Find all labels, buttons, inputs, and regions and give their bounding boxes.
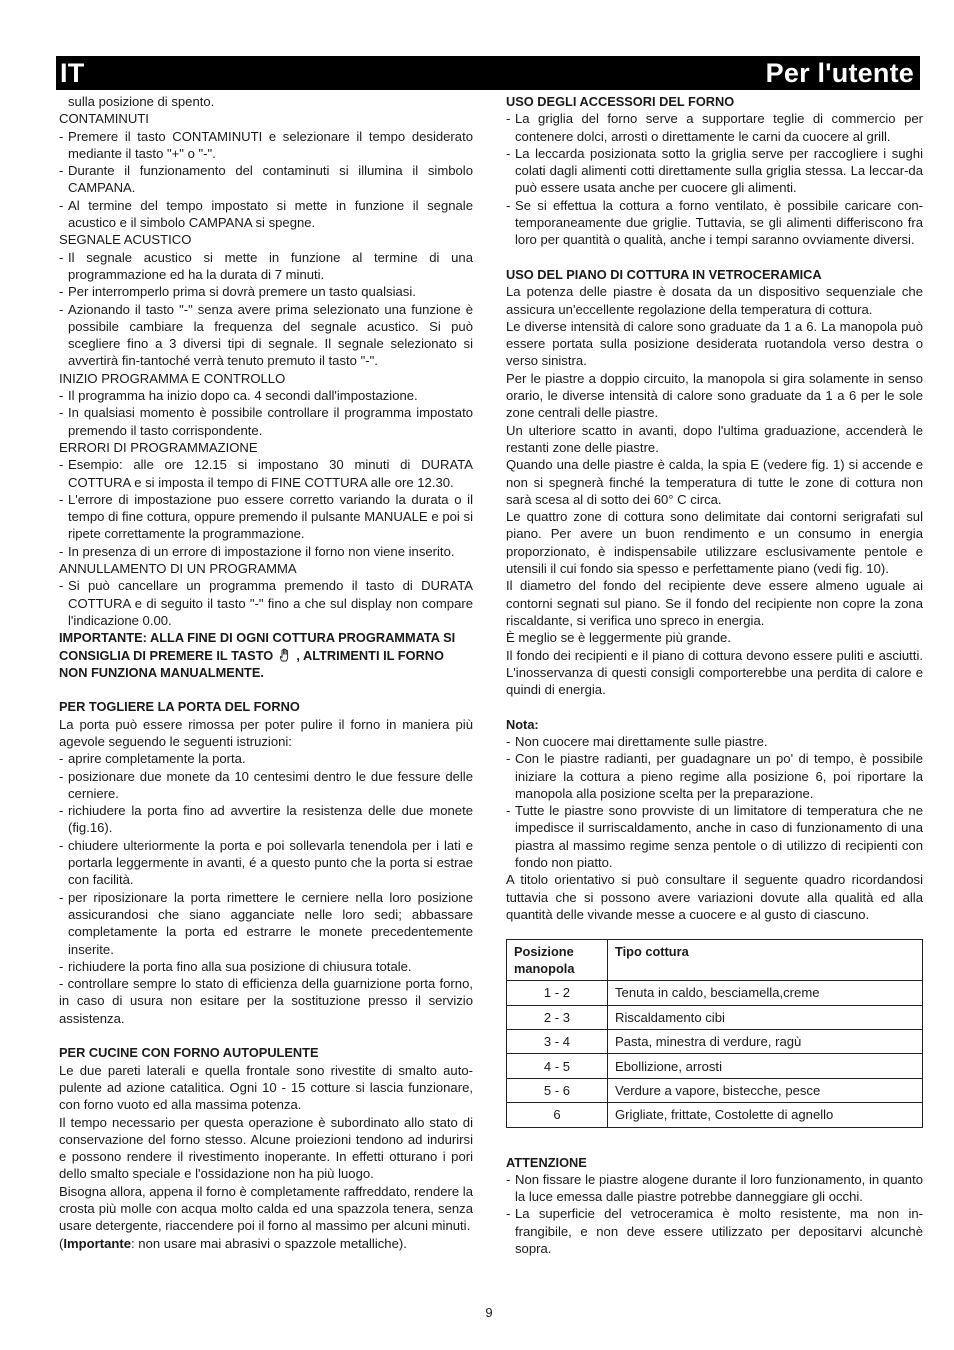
list-item: - Tutte le piastre sono provviste di un limitatore di temperatura che ne impedisce il surriscaldamento, anche in caso di funzionamento di una piastra al massimo regime senza pentole o di utilizzo di recipienti con fondo non piatto. (506, 802, 923, 871)
piano-paragraph: Per le piastre a doppio circuito, la manopola si gira solamente in senso orario, le diverse intensità di calore sono graduate da 1 a 6 per le sole zone centrali delle piastre. (506, 370, 923, 421)
list-item: - richiudere la porta fino alla sua posizione di chiusura totale. (59, 958, 473, 975)
porta-heading: PER TOGLIERE LA PORTA DEL FORNO (59, 699, 300, 715)
list-item: - Si può cancellare un programma premendo il tasto di DURATA COTTURA e di seguito il tasto "-" fino a che sul display non compare l'indicazione 0.00. (59, 577, 473, 629)
list-item: - chiudere ulteriormente la porta e poi sollevarla tenendola per i lati e portarla leggermente in avanti, é a questo punto che la porta si estrae con facilità. (59, 837, 473, 889)
errori-heading: ERRORI DI PROGRAMMAZIONE (59, 439, 258, 455)
table-cell-type: Riscaldamento cibi (608, 1005, 923, 1029)
list-item: - richiudere la porta fino ad avvertire la resistenza delle due monete (fig.16). (59, 802, 473, 837)
list-item: - posizionare due monete da 10 centesimi dentro le due fessure delle cerniere. (59, 768, 473, 803)
piano-paragraph: Un ulteriore scatto in avanti, dopo l'ultima graduazione, accenderà le restanti zone delle piastre. (506, 422, 923, 455)
list-item: - Non fissare le piastre alogene durante il loro funzionamento, in quanto la luce emessa dalle piastre potrebbe danneggiare gli occhi. (506, 1171, 923, 1206)
attenzione-heading: ATTENZIONE (506, 1154, 587, 1170)
table-cell-type: Grigliate, frittate, Costolette di agnello (608, 1103, 923, 1127)
table-cell-type: Ebollizione, arrosti (608, 1054, 923, 1078)
important-label: Importante (63, 1235, 132, 1251)
table-cell-position: 1 - 2 (507, 981, 608, 1005)
piano-paragraph: Le diverse intensità di calore sono graduate da 1 a 6. La manopola può essere portata sulla posizione desiderata ruotandola verso destra o verso sinistra. (506, 318, 923, 369)
table-header-type: Tipo cottura (608, 940, 923, 981)
list-item: - Esempio: alle ore 12.15 si impostano 30 minuti di DURATA COTTURA e si imposta il tempo di FINE COTTURA alle ore 12.30. (59, 456, 473, 491)
list-item: - Per interromperlo prima si dovrà premere un tasto qualsiasi. (59, 283, 473, 300)
list-item: - per riposizionare la porta rimettere le cerniere nella loro posizione assicurandosi che siano agganciate nelle loro sedi; abbassare completamente la porta ed estrarre le monete precedentemente inserite. (59, 889, 473, 958)
page-number: 9 (485, 1305, 493, 1320)
list-item: - Durante il funzionamento del contaminuti si illumina il simbolo CAMPANA. (59, 162, 473, 197)
piano-paragraph: Le quattro zone di cottura sono delimitate dai contorni serigrafati sul piano. Per avere un buon rendimento e un consumo in energia proporzionato, è indispensabile utilizzare esclusivamente pentole e utensili il cui fondo sia spesso e perfettamente piano (vedi fig. 10). (506, 509, 923, 577)
table-cell-position: 3 - 4 (507, 1030, 608, 1054)
list-item: - La superficie del vetroceramica è molto resistente, ma non in-frangibile, e non deve essere utilizzato per depositarvi alcunchè sopra. (506, 1205, 923, 1257)
right-column (506, 93, 923, 1257)
nota-after: A titolo orientativo si può consultare il seguente quadro ricordandosi tuttavia che si possono avere variazioni dovute alla qualità ed alla quantità delle vivande messe a cuocere e al gusto di ciascuno. (506, 872, 923, 922)
inizio-heading: INIZIO PROGRAMMA E CONTROLLO (59, 370, 286, 386)
important-note (59, 629, 473, 681)
cooking-table (506, 939, 923, 1127)
autopulente-heading: PER CUCINE CON FORNO AUTOPULENTE (59, 1045, 319, 1061)
piano-paragraph: Il diametro del fondo del recipiente deve essere almeno uguale ai contorni segnati sul piano. Se il fondo del recipiente non copre la zona riscaldante, si verifica uno spreco in energia. (506, 578, 923, 628)
table-row (507, 1030, 923, 1054)
list-item: - La griglia del forno serve a supportare teglie di commercio per contenere dolci, arrosti o direttamente le carni da cuocere al grill. (506, 110, 923, 145)
table-row (507, 1005, 923, 1029)
table-row (507, 1054, 923, 1078)
autopulente-paragraph: Il tempo necessario per questa operazione è subordinato allo stato di conservazione del forno stesso. Alcune proiezioni tendono ad indurirsi e possono rendere il rivestimento inoperante. In effetti otturano i pori dello smalto speciale e l'ossidazione non ha più luogo. (59, 1114, 473, 1182)
table-cell-type: Verdure a vapore, bistecche, pesce (608, 1078, 923, 1102)
segnale-heading: SEGNALE ACUSTICO (59, 232, 192, 248)
important-note-end: , ALTRIMENTI IL FORNO NON FUNZIONA MANUALMENTE. (59, 647, 445, 680)
list-item: - In presenza di un errore di impostazione il forno non viene inserito. (59, 543, 473, 560)
page-title: Per l'utente (765, 57, 914, 88)
table-header-position: Posizione manopola (507, 940, 608, 981)
annullamento-heading: ANNULLAMENTO DI UN PROGRAMMA (59, 561, 297, 577)
porta-intro: La porta può essere rimossa per poter pulire il forno in maniera più agevole seguendo le seguenti istruzioni: (59, 716, 473, 749)
paren: ( (59, 1235, 64, 1251)
left-column (59, 93, 473, 1252)
list-item: - Premere il tasto CONTAMINUTI e selezionare il tempo desiderato mediante il tasto "+" o "-". (59, 128, 473, 163)
table-cell-type: Pasta, minestra di verdure, ragù (608, 1030, 923, 1054)
table-row (507, 981, 923, 1005)
piano-paragraph: È meglio se è leggermente più grande. (506, 630, 731, 646)
list-item: - La leccarda posizionata sotto la griglia serve per raccogliere i sughi colati dagli alimenti cotti direttamente sulla griglia stessa. La leccar-da può essere usata anche per cuocere gli alimenti. (506, 145, 923, 197)
language-code: IT (60, 57, 85, 88)
table-cell-position: 2 - 3 (507, 1005, 608, 1029)
list-item: - Il programma ha inizio dopo ca. 4 secondi dall'impostazione. (59, 387, 473, 404)
autopulente-note (59, 1235, 473, 1252)
list-item: - L'errore di impostazione puo essere corretto variando la durata o il tempo di fine cottura, oppure premendo il pulsante MANUALE e poi si ripete correttamente la programmazione. (59, 491, 473, 543)
table-cell-type: Tenuta in caldo, besciamella,creme (608, 981, 923, 1005)
important-text: : non usare mai abrasivi o spazzole metalliche). (131, 1235, 407, 1251)
table-header-row (507, 940, 923, 981)
piano-paragraph: Quando una delle piastre è calda, la spia E (vedere fig. 1) si accende e non si spegnerà finché la temperatura di tutte le zone di cottura non sarà scesa al di sotto dei 60° C circa. (506, 457, 923, 507)
accessori-heading: USO DEGLI ACCESSORI DEL FORNO (506, 94, 735, 109)
hand-icon (278, 648, 292, 662)
list-item: - Azionando il tasto "-" senza avere prima selezionato una funzione è possibile cambiare la frequenza del segnale acustico. Si può scegliere fino a 3 diversi tipi di segnale. Il segnale selezionato si avvertirà fin-tantoché verrà tenuto premuto il tasto "-". (59, 301, 473, 370)
piano-paragraph: La potenza delle piastre è dosata da un dispositivo sequenziale che assicura un'eccellente regolazione della temperatura di cottura. (506, 284, 923, 317)
table-row (507, 1078, 923, 1102)
table-cell-position: 5 - 6 (507, 1078, 608, 1102)
list-item: - aprire completamente la porta. (59, 750, 473, 767)
porta-last: - controllare sempre lo stato di efficienza della guarnizione porta forno, in caso di usura non esitare per la sostituzione presso il servizio assistenza. (59, 976, 473, 1026)
list-item: - Con le piastre radianti, per guadagnare un po' di tempo, è possibile iniziare la cottura a pieno regime alla posizione 6, poi riportare la manopola alla posizione scelta per la preparazione. (506, 750, 923, 802)
autopulente-paragraph: Le due pareti laterali e quella frontale sono rivestite di smalto auto-pulente ad azione catalitica. Ogni 10 - 15 cotture si lascia funzionare, con forno vuoto ed alla massima potenza. (59, 1062, 473, 1113)
page-header (56, 56, 920, 90)
piano-heading: USO DEL PIANO DI COTTURA IN VETROCERAMICA (506, 266, 822, 282)
important-note-start: IMPORTANTE: ALLA FINE DI OGNI COTTURA PROGRAMMATA SI CONSIGLIA DI PREMERE IL TASTO (59, 630, 456, 663)
list-item: - Non cuocere mai direttamente sulle piastre. (506, 733, 923, 750)
intro-continuation: sulla posizione di spento. (68, 94, 215, 109)
piano-paragraph: Il fondo dei recipienti e il piano di cottura devono essere puliti e asciutti. L'inosservanza di questi consigli comporterebbe una perdita di calore e quindi di energia. (506, 647, 923, 698)
list-item: - In qualsiasi momento è possibile controllare il programma impostato premendo il tasto corrispondente. (59, 404, 473, 439)
list-item: - Se si effettua la cottura a forno ventilato, è possibile caricare con-temporaneamente due griglie. Tuttavia, se gli alimenti differiscono fra loro per quantità o qualità, anche i tempi saranno ovviamente diversi. (506, 197, 923, 249)
table-cell-position: 4 - 5 (507, 1054, 608, 1078)
table-row (507, 1103, 923, 1127)
list-item: - Il segnale acustico si mette in funzione al termine di una programmazione ed ha la durata di 7 minuti. (59, 249, 473, 284)
table-cell-position: 6 (507, 1103, 608, 1127)
contaminuti-heading: CONTAMINUTI (59, 111, 149, 127)
list-item: - Al termine del tempo impostato si mette in funzione il segnale acustico e il simbolo CAMPANA si spegne. (59, 197, 473, 232)
autopulente-paragraph: Bisogna allora, appena il forno è completamente raffreddato, rendere la crosta più molle con acqua molto calda ed una spazzola tenera, senza usare detergente, riaccendere poi il forno al massimo per alcuni minuti. (59, 1183, 473, 1234)
nota-heading: Nota: (506, 716, 539, 732)
